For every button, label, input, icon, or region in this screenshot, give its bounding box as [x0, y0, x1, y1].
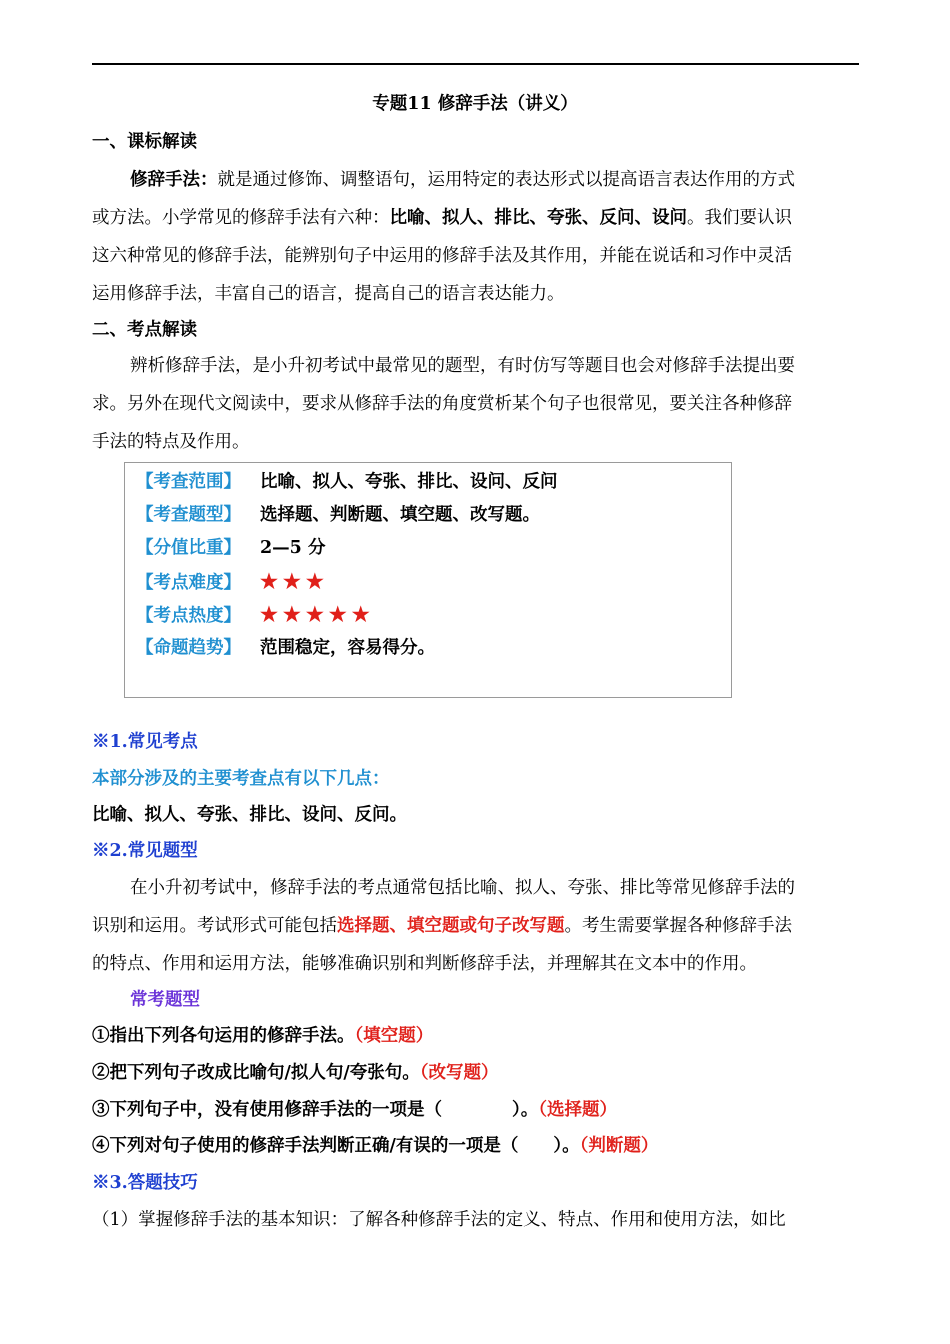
info-row-trend	[136, 636, 435, 660]
point2-text: 。考生需要掌握各种修辞手法	[564, 916, 792, 936]
section2-paragraph-line1: 辨析修辞手法，是小升初考试中最常见的题型，有时仿写等题目也会对修辞手法提出要	[130, 356, 795, 376]
info-row-popularity	[136, 602, 375, 628]
section1-paragraph-line1	[130, 168, 795, 192]
popularity-stars-icon: ★★★★★	[260, 602, 375, 626]
info-label: 【命题趋势】	[136, 638, 241, 658]
term-label: 修辞手法：	[130, 170, 218, 190]
question-type-text: ③下列句子中，没有使用修辞手法的一项是（ ）。	[92, 1100, 539, 1120]
exam-forms-highlight: 选择题、填空题或句子改写题	[337, 916, 565, 936]
info-label: 【考查范围】	[136, 472, 241, 492]
info-row-score-weight	[136, 536, 325, 560]
info-value: 2—5 分	[260, 538, 326, 558]
question-type-text: ①指出下列各句运用的修辞手法。	[92, 1026, 355, 1046]
point2-paragraph-line1: 在小升初考试中，修辞手法的考点通常包括比喻、拟人、夸张、排比等常见修辞手法的	[130, 878, 795, 898]
six-rhetoric-list: 比喻、拟人、排比、夸张、反问、设问	[389, 208, 687, 228]
section1-heading: 一、课标解读	[92, 132, 197, 152]
section1-text: 就是通过修饰、调整语句，运用特定的表达形式以提高语言表达作用的方式	[217, 170, 795, 190]
info-row-scope	[136, 470, 558, 494]
question-type-text: ②把下列句子改成比喻句/拟人句/夸张句。	[92, 1063, 420, 1083]
question-type-item	[92, 1134, 658, 1158]
info-label: 【考点难度】	[136, 573, 241, 593]
point2-paragraph-line2	[92, 914, 792, 938]
info-label: 【分值比重】	[136, 538, 241, 558]
point2-paragraph-line3: 的特点、作用和运用方法，能够准确识别和判断修辞手法，并理解其在文本中的作用。	[92, 954, 757, 974]
point1-text: 比喻、拟人、夸张、排比、设问、反问。	[92, 805, 407, 825]
section1-paragraph-line4: 运用修辞手法，丰富自己的语言，提高自己的语言表达能力。	[92, 284, 565, 304]
question-type-tag: （选择题）	[538, 1100, 617, 1120]
question-type-item	[92, 1024, 433, 1048]
info-label: 【考点热度】	[136, 606, 241, 626]
question-type-tag: （填空题）	[354, 1026, 434, 1046]
section1-text: 。我们要认识	[687, 208, 792, 228]
question-type-item	[92, 1061, 499, 1085]
common-types-heading: 常考题型	[130, 990, 200, 1010]
info-value: 选择题、判断题、填空题、改写题。	[260, 505, 540, 525]
info-row-question-types	[136, 503, 540, 527]
question-type-tag: （判断题）	[579, 1136, 659, 1156]
point2-text: 识别和运用。考试形式可能包括	[92, 916, 337, 936]
info-row-difficulty	[136, 569, 329, 595]
point3-paragraph-line1: （1）掌握修辞手法的基本知识：了解各种修辞手法的定义、特点、作用和使用方法，如比	[92, 1210, 786, 1230]
point3-heading: ※3.答题技巧	[92, 1173, 198, 1193]
info-value: 范围稳定，容易得分。	[260, 638, 435, 658]
question-type-text: ④下列对句子使用的修辞手法判断正确/有误的一项是（ ）。	[92, 1136, 580, 1156]
section1-paragraph-line3: 这六种常见的修辞手法，能辨别句子中运用的修辞手法及其作用，并能在说话和习作中灵活	[92, 246, 792, 266]
point1-subheading: 本部分涉及的主要考查点有以下几点：	[92, 769, 390, 789]
section2-heading: 二、考点解读	[92, 320, 197, 340]
header-rule	[92, 63, 859, 65]
info-value: 比喻、拟人、夸张、排比、设问、反问	[260, 472, 558, 492]
point1-heading: ※1.常见考点	[92, 732, 198, 752]
difficulty-stars-icon: ★★★	[260, 569, 329, 593]
page-title: 专题11 修辞手法（讲义）	[372, 94, 578, 114]
question-type-tag: （改写题）	[419, 1063, 499, 1083]
question-type-item	[92, 1098, 617, 1122]
section2-paragraph-line2: 求。另外在现代文阅读中，要求从修辞手法的角度赏析某个句子也很常见，要关注各种修辞	[92, 394, 792, 414]
section2-paragraph-line3: 手法的特点及作用。	[92, 432, 250, 452]
section1-paragraph-line2	[92, 206, 792, 230]
info-label: 【考查题型】	[136, 505, 241, 525]
point2-heading: ※2.常见题型	[92, 841, 198, 861]
section1-text: 或方法。小学常见的修辞手法有六种：	[92, 208, 390, 228]
